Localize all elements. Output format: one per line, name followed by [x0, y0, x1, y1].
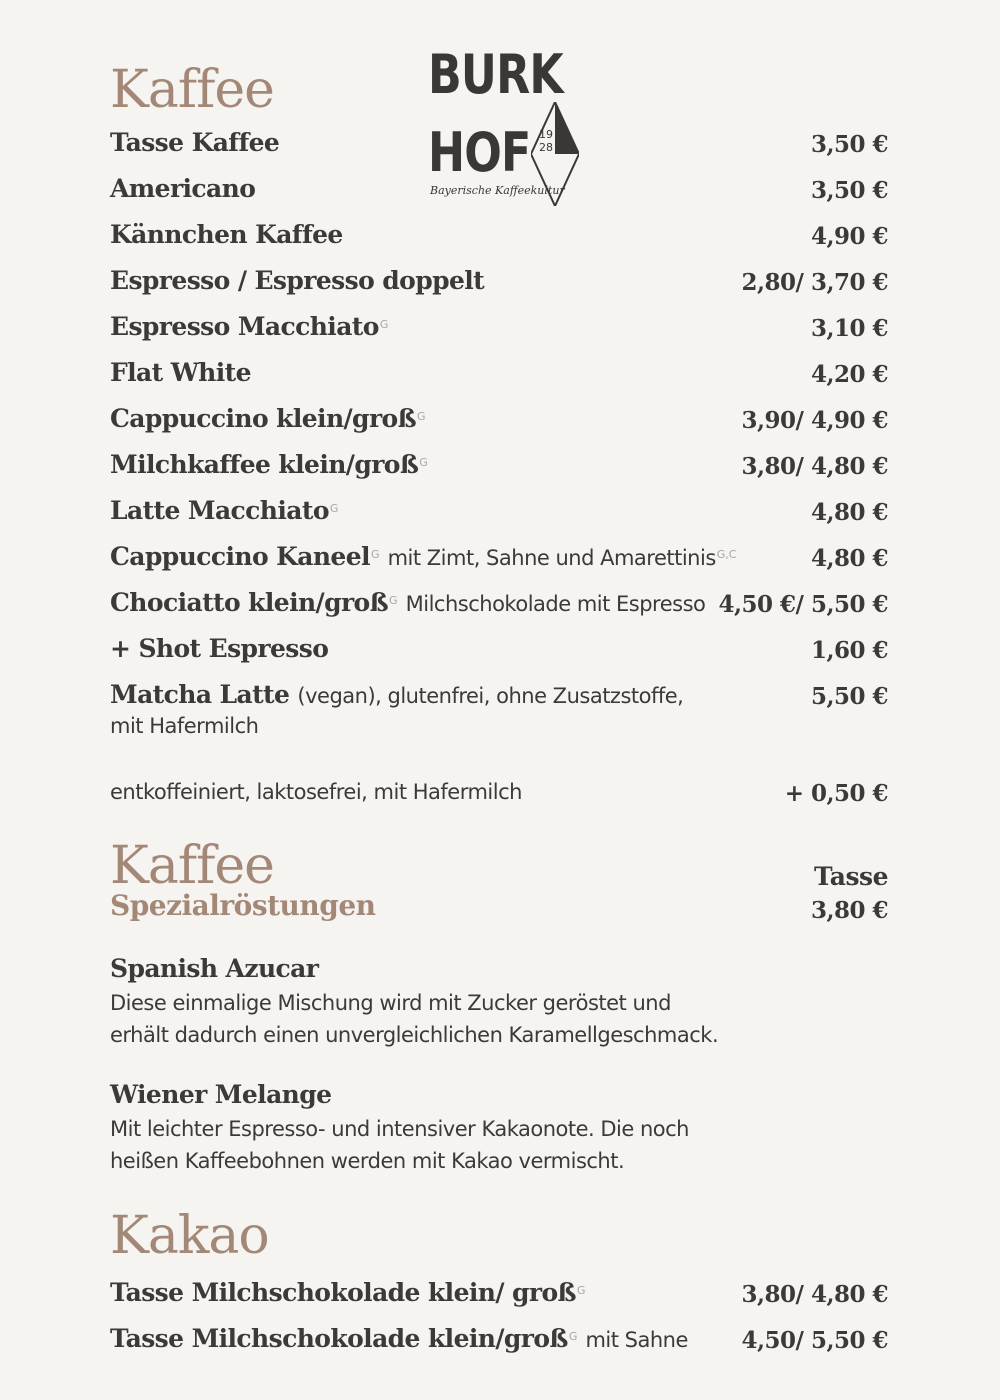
- menu-item-name: Kännchen Kaffee: [110, 220, 343, 249]
- menu-item-price: 4,50/ 5,50 €: [741, 1327, 888, 1354]
- menu-item-name: Espresso / Espresso doppelt: [110, 266, 485, 295]
- allergen-marker: G: [370, 548, 380, 561]
- menu-item-name: Milchkaffee klein/groß: [110, 450, 419, 479]
- menu-item-price: 4,50 €/ 5,50 €: [718, 591, 888, 618]
- logo-word-hof: HOF: [428, 121, 531, 184]
- price-label-tasse: Tasse: [814, 862, 888, 891]
- special-roast-description: Diese einmalige Mischung wird mit Zucker geröstet und: [110, 991, 671, 1015]
- menu-item-name: Tasse Kaffee: [110, 128, 280, 157]
- section-title-kaffee: Kaffee: [110, 60, 274, 120]
- menu-item-price: 1,60 €: [810, 637, 888, 664]
- logo-word-burk: BURK: [428, 43, 563, 106]
- menu-item-row: [110, 1324, 688, 1355]
- section-title-kakao: Kakao: [110, 1206, 269, 1266]
- menu-item-price: 4,80 €: [810, 499, 888, 526]
- burkhof-logo: [428, 43, 578, 208]
- menu-item-name: Flat White: [110, 358, 251, 387]
- menu-item-description-line2: mit Hafermilch: [110, 714, 259, 738]
- allergen-marker: G: [568, 1330, 578, 1343]
- menu-item-name: + Shot Espresso: [110, 634, 329, 663]
- menu-item-row: [110, 680, 683, 711]
- menu-item-price: 4,20 €: [810, 361, 888, 388]
- menu-item-price: 4,80 €: [810, 545, 888, 572]
- section-subtitle: Spezialröstungen: [110, 889, 376, 922]
- menu-item-name: Espresso Macchiato: [110, 312, 379, 341]
- menu-item-row: [110, 1278, 585, 1308]
- menu-item-price: 5,50 €: [810, 683, 888, 710]
- menu-item-description: mit Zimt, Sahne und Amarettinis: [387, 546, 716, 570]
- extra-option-price: + 0,50 €: [784, 780, 888, 807]
- menu-item-price: 3,50 €: [810, 177, 888, 204]
- menu-item-name: Chociatto klein/groß: [110, 588, 388, 617]
- allergen-marker: G: [379, 318, 389, 331]
- extra-option-text: entkoffeiniert, laktosefrei, mit Hafermilch: [110, 780, 522, 804]
- allergen-marker: G: [329, 502, 339, 515]
- section-title-kaffee-spezial: Kaffee: [110, 836, 274, 896]
- allergen-marker: G: [389, 594, 398, 607]
- menu-item-row: [110, 312, 388, 342]
- logo-year-top: 19: [539, 128, 553, 141]
- special-roast-name: Wiener Melange: [110, 1080, 332, 1109]
- menu-item-row: [110, 496, 338, 526]
- menu-item-row: [110, 542, 736, 573]
- allergen-marker: G: [419, 456, 428, 469]
- menu-item-description: (vegan), glutenfrei, ohne Zusatzstoffe,: [297, 684, 684, 708]
- menu-item-description: mit Sahne: [585, 1328, 688, 1352]
- menu-item-price: 3,80/ 4,80 €: [741, 1281, 888, 1308]
- menu-item-price: 3,80/ 4,80 €: [741, 453, 888, 480]
- menu-item-price: 3,50 €: [810, 131, 888, 158]
- menu-item-row: [110, 404, 426, 434]
- menu-item-name: Tasse Milchschokolade klein/groß: [110, 1324, 568, 1353]
- allergen-marker: G,C: [716, 548, 737, 561]
- menu-item-name: Matcha Latte: [110, 680, 290, 709]
- menu-item-price: 4,90 €: [810, 223, 888, 250]
- logo-year: [538, 128, 554, 154]
- menu-item-name: Tasse Milchschokolade klein/ groß: [110, 1278, 576, 1307]
- menu-item-price: 3,10 €: [810, 315, 888, 342]
- menu-item-row: [110, 588, 705, 619]
- menu-item-price: 3,90/ 4,90 €: [741, 407, 888, 434]
- special-roast-description: Mit leichter Espresso- und intensiver Kakaonote. Die noch: [110, 1117, 689, 1141]
- special-roast-description: erhält dadurch einen unvergleichlichen Karamellgeschmack.: [110, 1023, 719, 1047]
- logo-year-bottom: 28: [539, 141, 553, 154]
- menu-item-price: 2,80/ 3,70 €: [741, 269, 888, 296]
- spezial-price: 3,80 €: [810, 897, 888, 924]
- menu-item-name: Cappuccino klein/groß: [110, 404, 416, 433]
- logo-tagline: Bayerische Kaffeekultur: [430, 184, 565, 197]
- allergen-marker: G: [576, 1284, 586, 1297]
- menu-item-name: Cappuccino Kaneel: [110, 542, 370, 571]
- special-roast-name: Spanish Azucar: [110, 954, 319, 983]
- menu-item-row: [110, 450, 428, 480]
- menu-item-description: Milchschokolade mit Espresso: [405, 592, 706, 616]
- menu-item-name: Latte Macchiato: [110, 496, 329, 525]
- special-roast-description: heißen Kaffeebohnen werden mit Kakao vermischt.: [110, 1149, 625, 1173]
- menu-item-name: Americano: [110, 174, 256, 203]
- allergen-marker: G: [416, 410, 426, 423]
